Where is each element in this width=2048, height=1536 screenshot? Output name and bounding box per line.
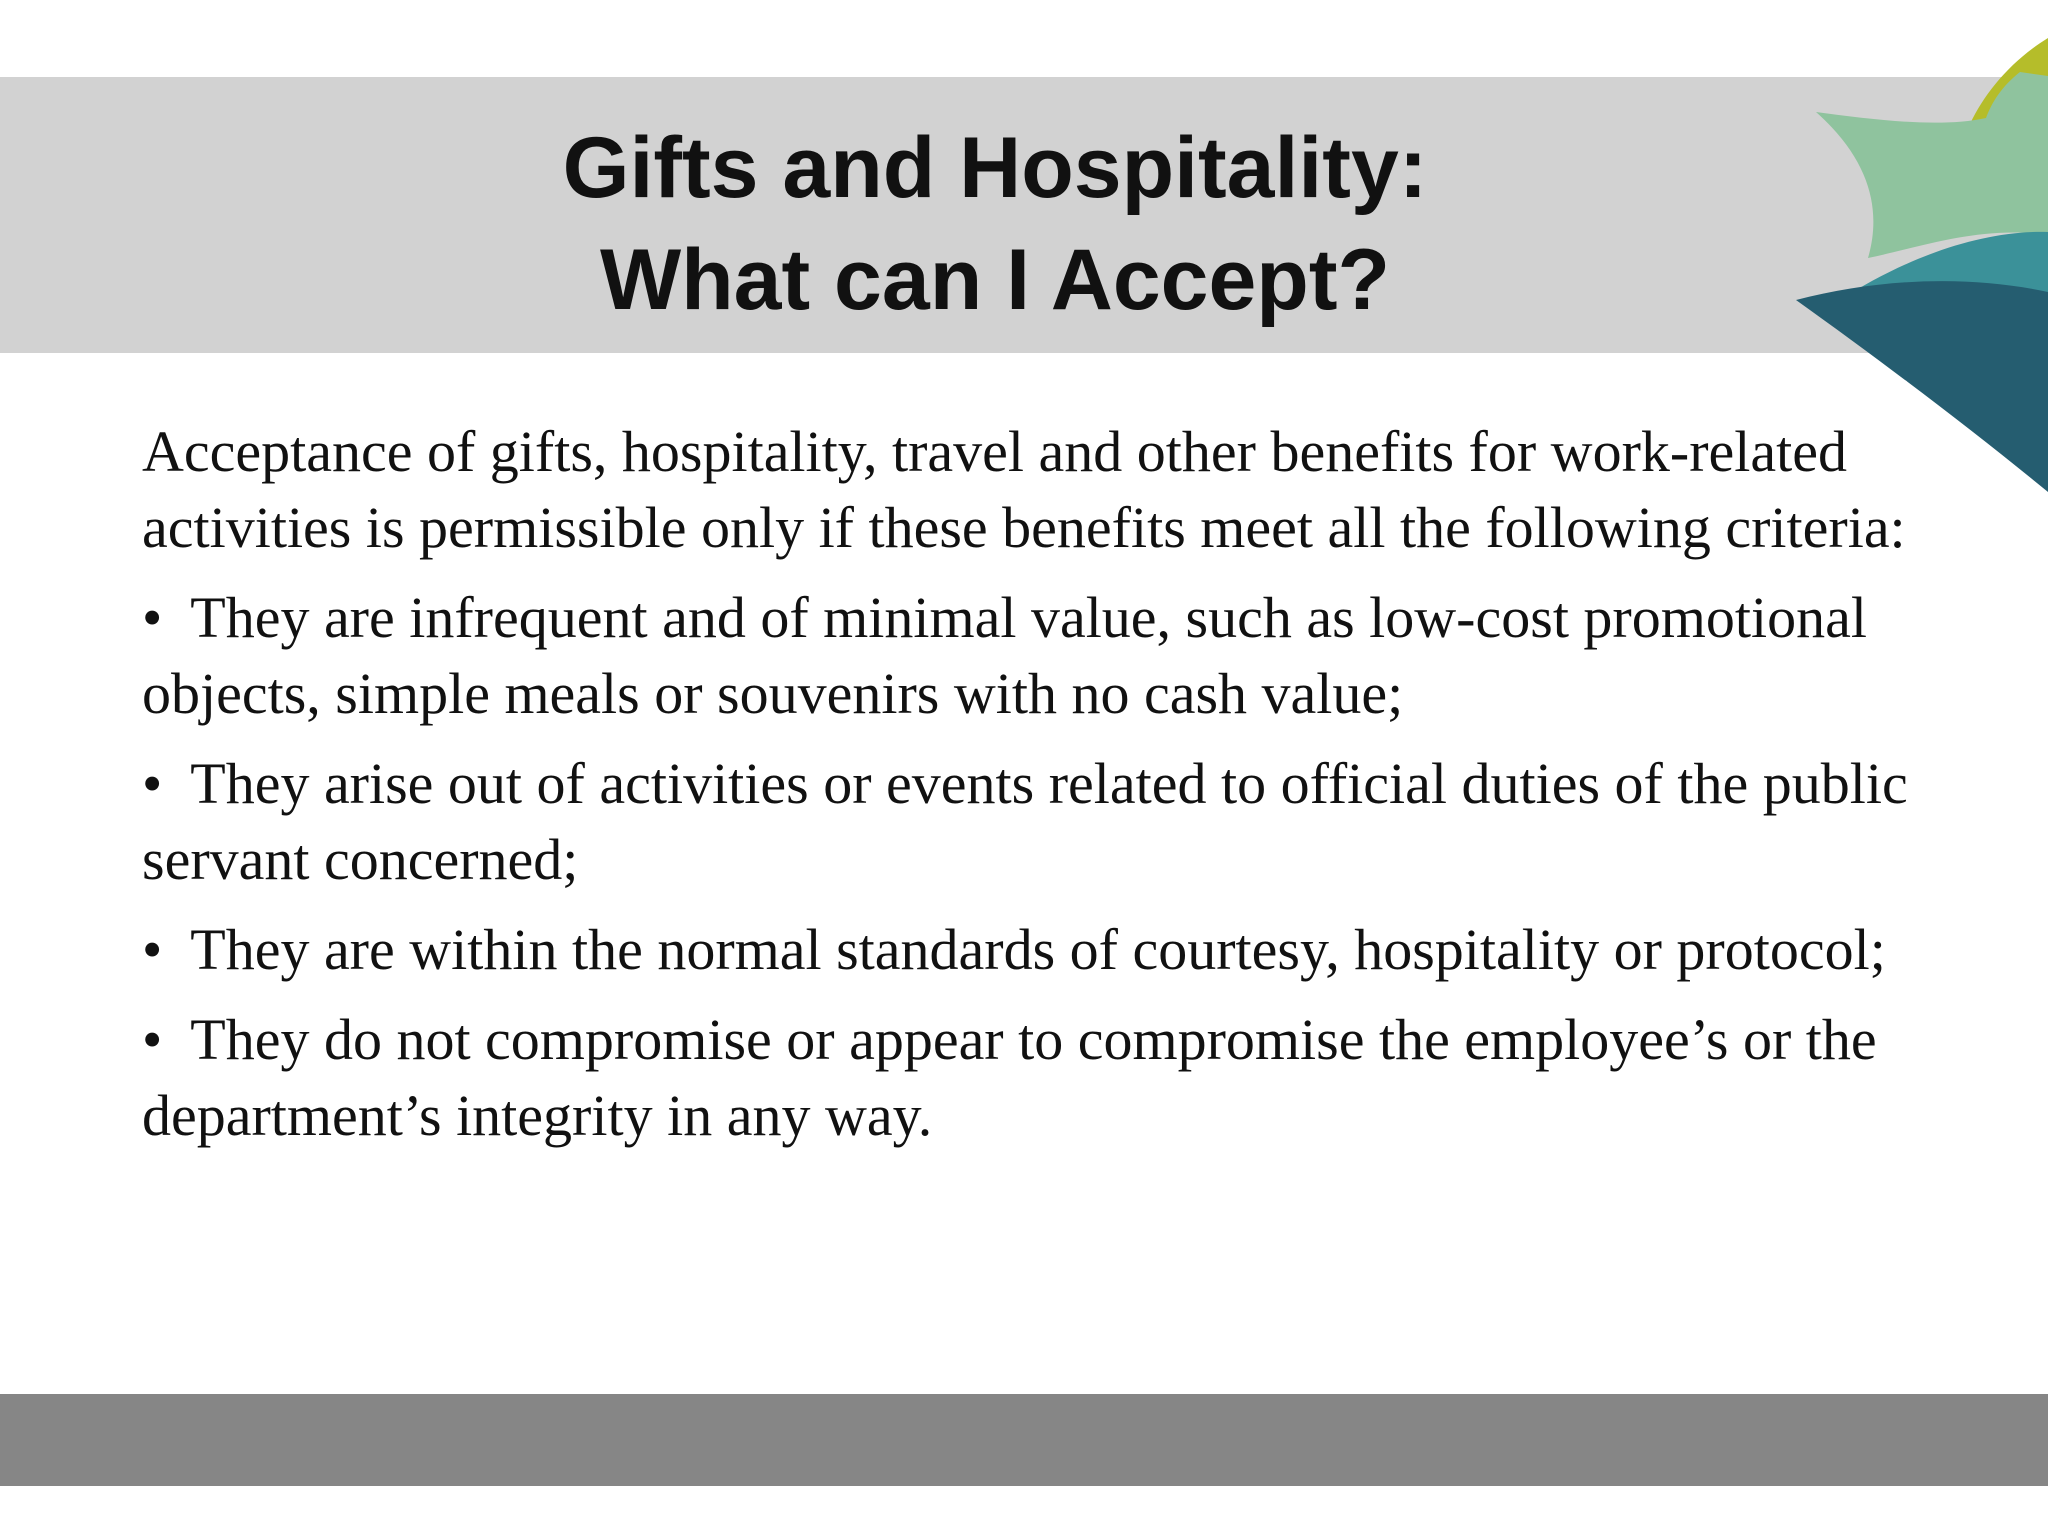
bullet-icon: • — [142, 751, 163, 816]
footer-band — [0, 1394, 2048, 1486]
bullet-icon: • — [142, 585, 163, 650]
intro-paragraph: Acceptance of gifts, hospitality, travel and other benefits for work-related activities is permissible only if these benefits meet all the following criteria: — [142, 419, 1906, 560]
slide-title-line-2: What can I Accept? — [599, 232, 1391, 328]
bullet-icon: • — [142, 1007, 163, 1072]
bullet-icon: • — [142, 917, 163, 982]
slide-title — [0, 112, 1990, 336]
bullet-text: They are infrequent and of minimal value, such as low-cost promotional objects, simple meals or souvenirs with no cash value; — [142, 585, 1867, 726]
list-item — [142, 1002, 2012, 1154]
list-item — [142, 580, 2012, 732]
list-item — [142, 912, 2012, 988]
list-item — [142, 746, 2012, 898]
slide-title-line-1: Gifts and Hospitality: — [562, 120, 1428, 216]
bullet-text: They arise out of activities or events related to official duties of the public servant concerned; — [142, 751, 1908, 892]
bullet-text: They do not compromise or appear to compromise the employee’s or the department’s integrity in any way. — [142, 1007, 1877, 1148]
slide-body — [142, 414, 2012, 1168]
mint-leaf-shape — [1816, 72, 2048, 258]
bullet-text: They are within the normal standards of courtesy, hospitality or protocol; — [190, 917, 1886, 982]
